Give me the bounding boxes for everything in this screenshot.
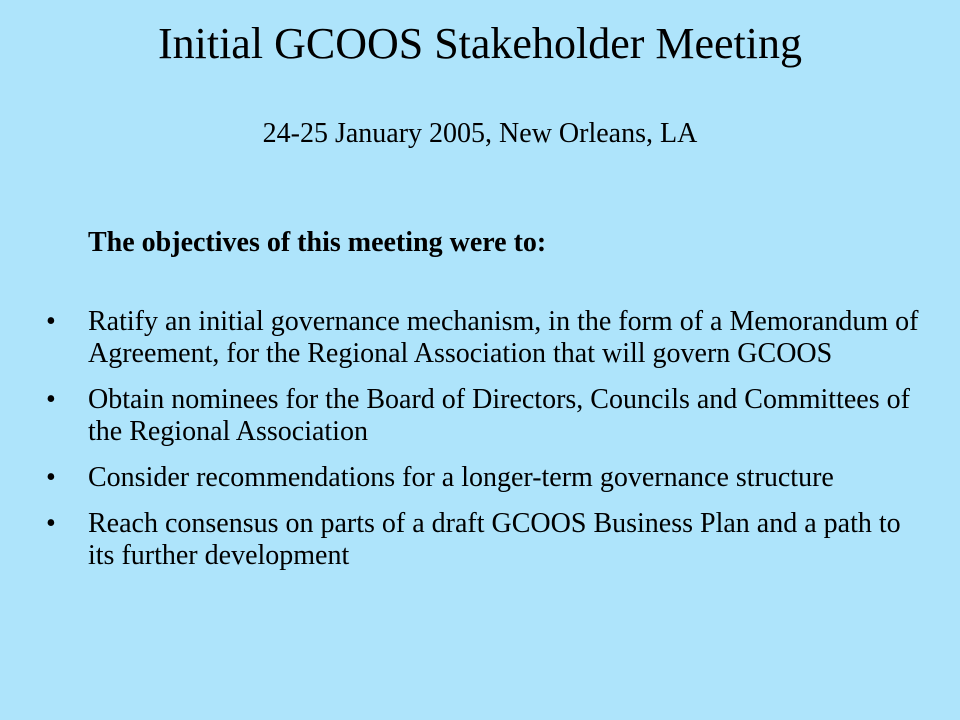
objective-text: Consider recommendations for a longer-term governance structure [88,462,834,493]
objective-text: Ratify an initial governance mechanism, in the form of a Memorandum of Agreement, for the Regional Association that will govern GCOOS [88,306,919,369]
bullet-icon: • [46,462,56,493]
slide-subtitle: 24-25 January 2005, New Orleans, LA [262,118,698,149]
objective-item [46,384,926,448]
slide-title: Initial GCOOS Stakeholder Meeting [157,19,802,68]
bullet-icon: • [46,384,56,415]
objectives-intro: The objectives of this meeting were to: [88,227,547,258]
objective-text: Obtain nominees for the Board of Directors, Councils and Committees of the Regional Association [88,384,910,447]
objective-item [46,306,926,370]
objective-item [46,462,926,494]
bullet-icon: • [46,508,56,539]
objectives-list [46,306,926,586]
objective-item [46,508,926,572]
objective-text: Reach consensus on parts of a draft GCOOS Business Plan and a path to its further development [88,508,901,571]
bullet-icon: • [46,306,56,337]
